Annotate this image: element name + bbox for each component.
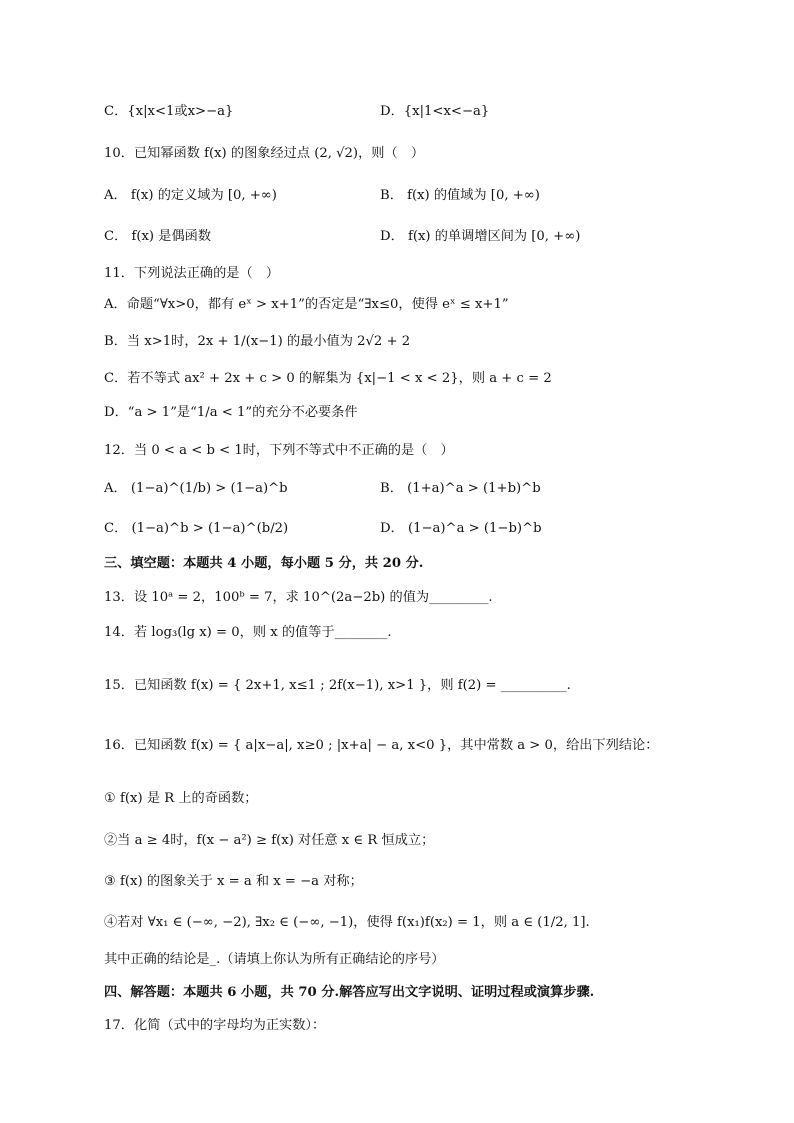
question-line: C． (1−a)^b > (1−a)^(b/2)	[104, 521, 289, 536]
question-line: B．当 x>1时，2x + 1/(x−1) 的最小值为 2√2 + 2	[104, 334, 411, 349]
question-line: 其中正确的结论是_.（请填上你认为所有正确结论的序号）	[104, 952, 445, 967]
question-line: A．命题“∀x>0，都有 eˣ > x+1”的否定是“∃x≤0，使得 eˣ ≤ x+1”	[104, 297, 509, 312]
question-line: ① f(x) 是 R 上的奇函数；	[104, 791, 258, 806]
question-line: 10．已知幂函数 f(x) 的图象经过点 (2, √2)，则（ ）	[104, 146, 425, 161]
question-line: B． f(x) 的值域为 [0, +∞)	[380, 188, 540, 203]
question-line: 15．已知函数 f(x) = { 2x+1, x≤1 ; 2f(x−1), x>1 }，则 f(2) = __________.	[104, 678, 571, 693]
question-line: D．“a > 1”是“1/a < 1”的充分不必要条件	[104, 405, 358, 420]
question-line: 14．若 log₃(lg x) = 0，则 x 的值等于________.	[104, 625, 392, 640]
question-line: A． (1−a)^(1/b) > (1−a)^b	[104, 481, 288, 496]
question-line: 17．化简（式中的字母均为正实数）：	[104, 1018, 326, 1033]
question-line: ③ f(x) 的图象关于 x = a 和 x = −a 对称；	[104, 874, 363, 889]
question-line: C．若不等式 ax² + 2x + c > 0 的解集为 {x|−1 < x < 2}，则 a + c = 2	[104, 371, 552, 386]
question-line: D． (1−a)^a > (1−b)^b	[380, 521, 542, 536]
question-line: 16．已知函数 f(x) = { a|x−a|, x≥0 ; |x+a| − a, x<0 }，其中常数 a > 0，给出下列结论：	[104, 738, 659, 753]
question-line: B． (1+a)^a > (1+b)^b	[380, 481, 541, 496]
question-line: A． f(x) 的定义域为 [0, +∞)	[104, 188, 277, 203]
section-heading: 三、填空题：本题共 4 小题，每小题 5 分，共 20 分.	[104, 556, 424, 571]
question-line: 11．下列说法正确的是（ ）	[104, 266, 280, 281]
question-line: 13．设 10ᵃ = 2，100ᵇ = 7，求 10^(2a−2b) 的值为_________.	[104, 590, 493, 605]
question-line: D． f(x) 的单调增区间为 [0, +∞)	[380, 229, 581, 244]
question-line: C． f(x) 是偶函数	[104, 229, 212, 244]
question-line: D．{x|1<x<−a}	[380, 104, 490, 119]
question-line: ④若对 ∀x₁ ∈ (−∞, −2), ∃x₂ ∈ (−∞, −1)，使得 f(x₁)f(x₂) = 1，则 a ∈ (1/2, 1].	[104, 915, 590, 930]
question-line: C．{x|x<1或x>−a}	[104, 104, 234, 119]
section-heading: 四、解答题：本题共 6 小题，共 70 分.解答应写出文字说明、证明过程或演算步骤.	[104, 985, 595, 1000]
question-line: ②当 a ≥ 4时，f(x − a²) ≥ f(x) 对任意 x ∈ R 恒成立；	[104, 833, 435, 848]
question-line: 12．当 0 < a < b < 1时，下列不等式中不正确的是（ ）	[104, 443, 454, 458]
